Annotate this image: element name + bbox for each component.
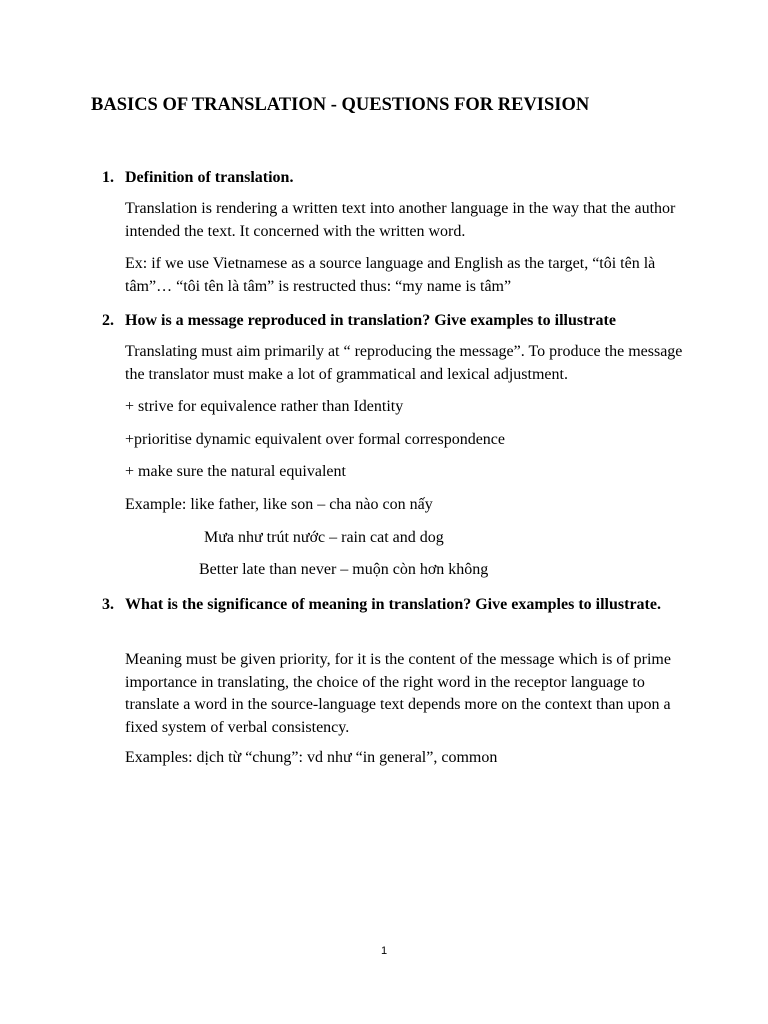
paragraph: Translating must aim primarily at “ reproducing the message”. To produce the message the translator must make a lot of grammatical and lexical adjustment. <box>125 343 683 383</box>
paragraph: + make sure the natural equivalent <box>125 463 346 480</box>
paragraph: Translation is rendering a written text into another language in the way that the author intended the text. It concerned with the written word. <box>125 200 676 240</box>
example-line: Mưa như trút nước – rain cat and dog <box>204 529 444 546</box>
section-number: 3. <box>102 596 114 613</box>
page-number: 1 <box>380 945 388 957</box>
paragraph: Ex: if we use Vietnamese as a source language and English as the target, “tôi tên là tâm”… “tôi tên là tâm” is restructed thus: “my name is tâm” <box>125 255 656 295</box>
section-heading: What is the significance of meaning in translation? Give examples to illustrate. <box>125 596 661 613</box>
paragraph: Example: like father, like son – cha nào con nấy <box>125 496 433 513</box>
paragraph: Meaning must be given priority, for it is the content of the message which is of prime importance in translating, the choice of the right word in the receptor language to translate a word in the source-language text depends more on the context than upon a fixed system of verbal consistency. <box>125 651 671 736</box>
page-title: BASICS OF TRANSLATION - QUESTIONS FOR REVISION <box>91 95 590 115</box>
section-number: 1. <box>102 169 114 186</box>
section-number: 2. <box>102 312 114 329</box>
section-heading: How is a message reproduced in translation? Give examples to illustrate <box>125 312 616 329</box>
paragraph: + strive for equivalence rather than Identity <box>125 398 404 415</box>
paragraph: Examples: dịch từ “chung”: vd như “in general”, common <box>125 749 498 766</box>
section-heading: Definition of translation. <box>125 169 294 186</box>
example-line: Better late than never – muộn còn hơn không <box>199 561 489 578</box>
paragraph: +prioritise dynamic equivalent over formal correspondence <box>125 431 505 448</box>
